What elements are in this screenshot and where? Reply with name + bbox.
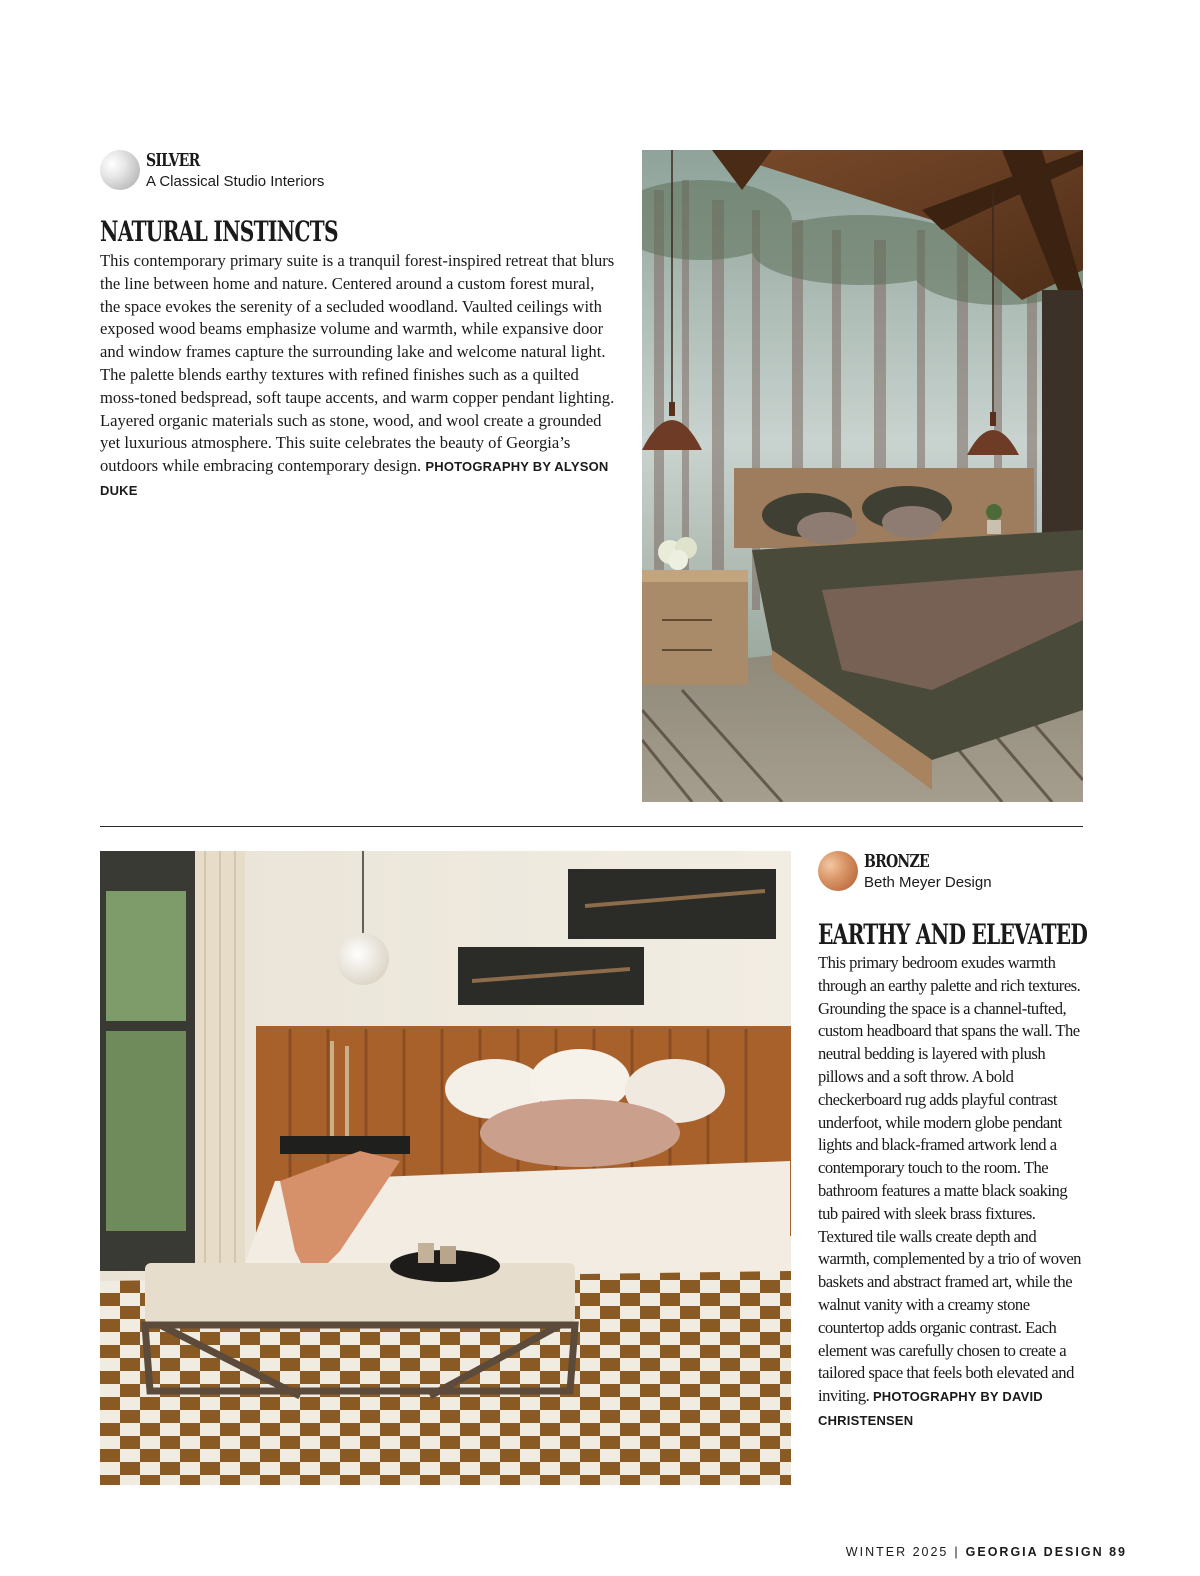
- award-level-bronze: BRONZE: [864, 851, 929, 872]
- bronze-medal-icon: [818, 851, 858, 891]
- body-copy: This primary bedroom exudes warmth through an earthy palette and rich textures. Grounding the space is a channel-tufted, custom headboard that spans the wall. The neutral bedding is layered with plush pillows and a soft throw. A bold checkerboard rug adds playful contrast underfoot, while modern globe pendant lights and black-framed artwork lend a contemporary touch to the room. The bathroom features a matte black soaking tub paired with sleek brass fixtures. Textured tile walls create depth and warmth, complemented by a trio of woven baskets and abstract framed art, while the walnut vanity with a creamy stone countertop adds organic contrast. Each element was carefully chosen to create a tailored space that feels both elevated and inviting.: [818, 953, 1081, 1406]
- page-folio: [846, 1545, 1127, 1559]
- section-divider: [100, 826, 1083, 827]
- article-headline: EARTHY AND ELEVATED: [818, 918, 1088, 951]
- firm-name: A Classical Studio Interiors: [146, 173, 325, 190]
- photo-credit: PHOTOGRAPHY BY DAVID CHRISTENSEN: [818, 1389, 1043, 1428]
- folio-separator: |: [954, 1545, 960, 1559]
- magazine-name: GEORGIA DESIGN: [965, 1545, 1104, 1559]
- photo-credit: PHOTOGRAPHY BY ALYSON DUKE: [100, 459, 609, 498]
- checkerboard-bedroom-photo: [100, 851, 791, 1485]
- article-body: [100, 250, 618, 503]
- article-headline: NATURAL INSTINCTS: [100, 215, 338, 248]
- silver-award: [100, 150, 324, 192]
- forest-bedroom-photo: [642, 150, 1083, 802]
- article-body: [818, 952, 1084, 1433]
- issue-label: WINTER 2025: [845, 1545, 949, 1559]
- body-copy: This contemporary primary suite is a tranquil forest-inspired retreat that blurs the line between home and nature. Centered around a custom forest mural, the space evokes the serenity of a secluded woodland. Vaulted ceilings with exposed wood beams emphasize volume and warmth, while expansive door and window frames capture the surrounding lake and welcome natural light. The palette blends earthy textures with refined finishes such as a quilted moss-toned bedspread, soft taupe accents, and warm copper pendant lighting. Layered organic materials such as stone, wood, and wool create a grounded yet luxurious atmosphere. This suite celebrates the beauty of Georgia’s outdoors while embracing contemporary design.: [100, 251, 615, 476]
- firm-name: Beth Meyer Design: [864, 874, 992, 891]
- bronze-award: [818, 851, 992, 893]
- award-level-silver: SILVER: [146, 150, 200, 171]
- page-number: 89: [1109, 1545, 1127, 1559]
- silver-medal-icon: [100, 150, 140, 190]
